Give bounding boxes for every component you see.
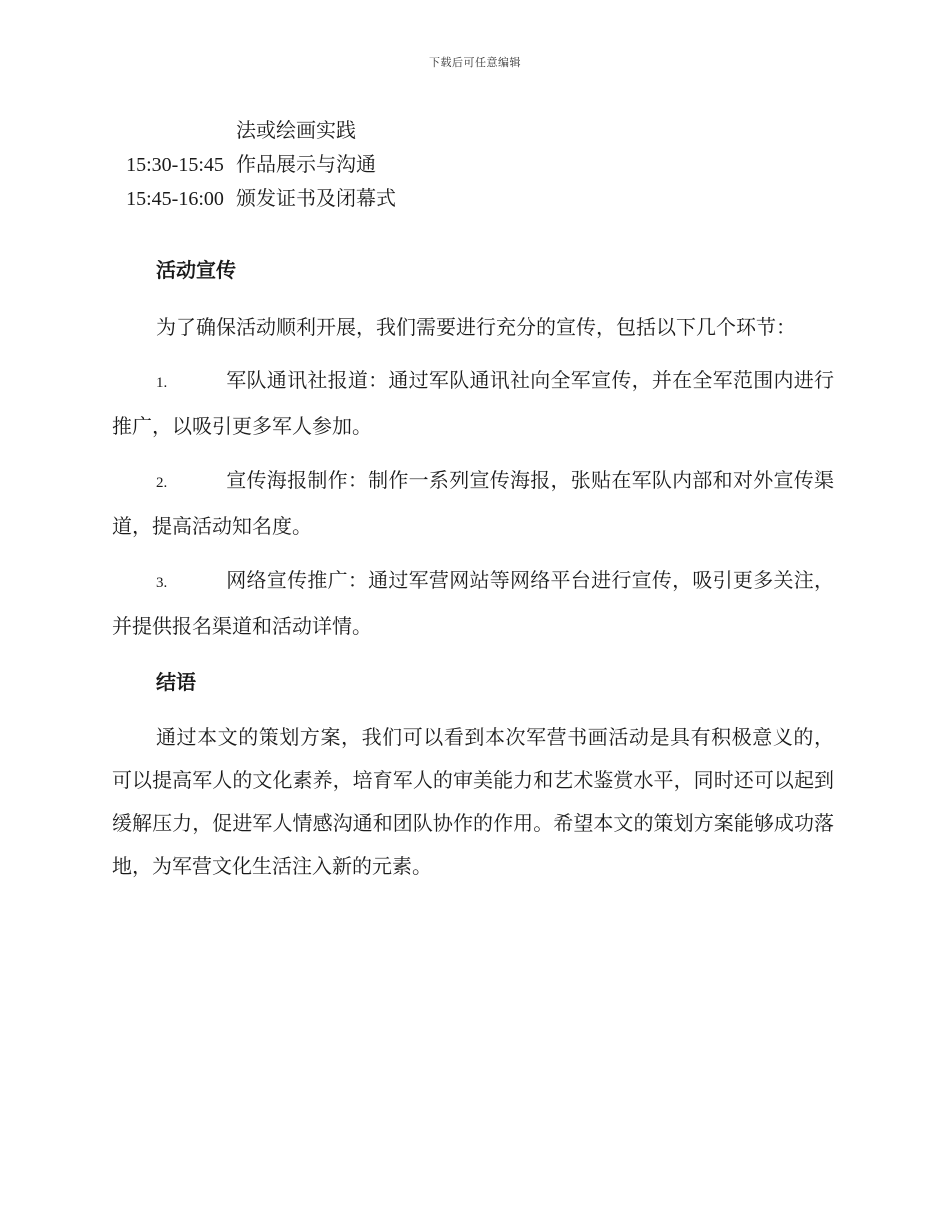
list-item-number: 1. [156, 375, 168, 391]
list-item [112, 559, 834, 648]
schedule-activity: 颁发证书及闭幕式 [236, 186, 396, 210]
publicity-intro-paragraph: 为了确保活动顺利开展，我们需要进行充分的宣传，包括以下几个环节： [156, 315, 796, 339]
conclusion-paragraph: 通过本文的策划方案，我们可以看到本次军营书画活动是具有积极意义的，可以提高军人的文化素养，培育军人的审美能力和艺术鉴赏水平，同时还可以起到缓解压力，促进军人情感沟通和团队协作的作用。希望本文的策划方案能够成功落地，为军营文化生活注入新的元素。 [112, 725, 834, 878]
list-item [112, 459, 834, 548]
list-item-number: 3. [156, 575, 168, 591]
list-item-text: 军队通讯社报道：通过军队通讯社向全军宣传，并在全军范围内进行推广，以吸引更多军人参加。 [112, 368, 834, 438]
list-item-number: 2. [156, 475, 168, 491]
schedule-row [114, 148, 396, 182]
list-item-text: 宣传海报制作：制作一系列宣传海报，张贴在军队内部和对外宣传渠道，提高活动知名度。 [112, 468, 834, 538]
schedule-time: 15:30-15:45 [126, 154, 224, 176]
section-heading-publicity: 活动宣传 [156, 258, 236, 282]
schedule-time: 15:45-16:00 [126, 188, 224, 210]
list-item-text: 网络宣传推广：通过军营网站等网络平台进行宣传，吸引更多关注，并提供报名渠道和活动详情。 [112, 568, 834, 638]
document-body [112, 250, 834, 888]
schedule-row [114, 114, 396, 148]
list-item [112, 359, 834, 448]
schedule-activity: 法或绘画实践 [236, 118, 356, 142]
schedule-activity: 作品展示与沟通 [236, 152, 376, 176]
schedule-table [114, 114, 396, 216]
section-heading-conclusion: 结语 [156, 670, 196, 694]
page-header: 下载后可任意编辑 [429, 56, 521, 69]
schedule-row [114, 182, 396, 216]
